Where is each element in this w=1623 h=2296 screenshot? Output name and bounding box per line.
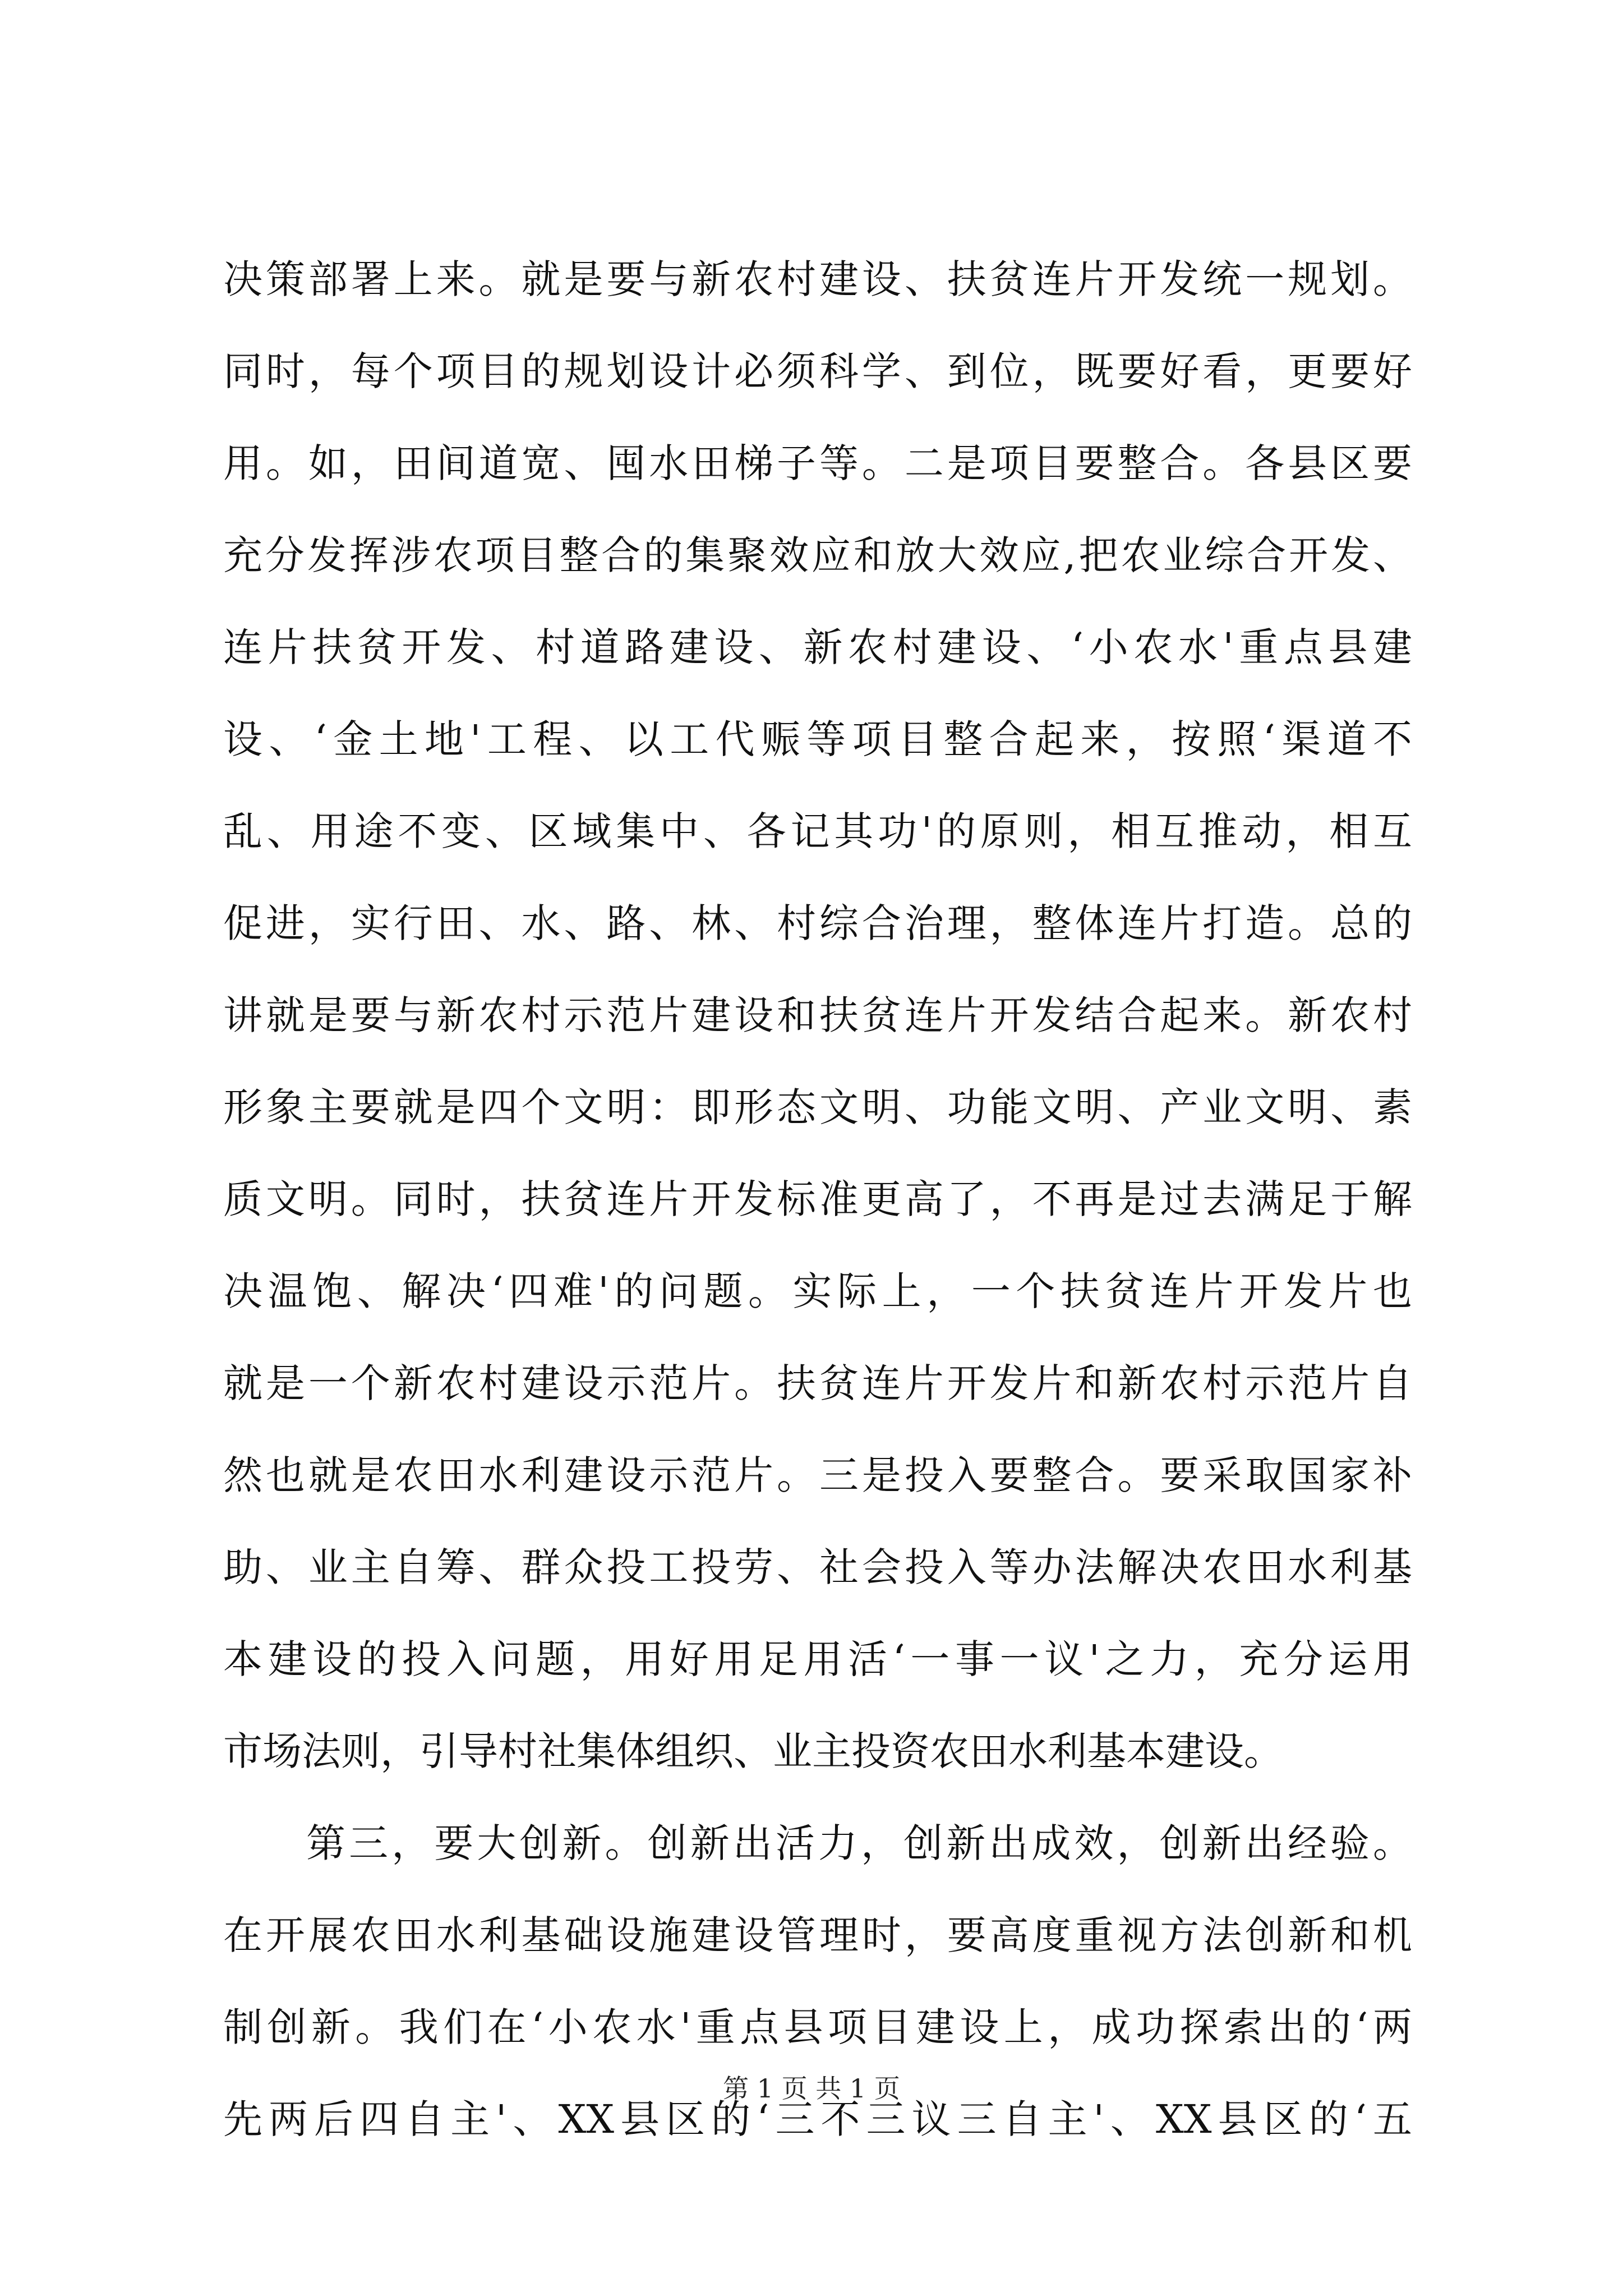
text-line-14: 然也就是农田水利建设示范片。三是投入要整合。要采取国家补 bbox=[223, 1452, 1412, 1498]
text-line-18: 第三，要大创新。创新出活力，创新出成效，创新出经验。 bbox=[306, 1820, 1412, 1866]
text-line-17: 市场法则，引导村社集体组织、业主投资农田水利基本建设。 bbox=[223, 1728, 1283, 1774]
text-line-6: 设、‘金土地'工程、以工代赈等项目整合起来，按照‘渠道不 bbox=[223, 716, 1412, 762]
page-number-footer: 第 1 页 共 1 页 bbox=[723, 2073, 900, 2104]
text-line-12: 决温饱、解决‘四难'的问题。实际上，一个扶贫连片开发片也 bbox=[223, 1268, 1412, 1314]
text-line-16: 本建设的投入问题，用好用足用活‘一事一议'之力，充分运用 bbox=[223, 1636, 1412, 1682]
text-line-10: 形象主要就是四个文明：即形态文明、功能文明、产业文明、素 bbox=[223, 1084, 1412, 1130]
text-line-15: 助、业主自筹、群众投工投劳、社会投入等办法解决农田水利基 bbox=[223, 1544, 1412, 1590]
text-line-9: 讲就是要与新农村示范片建设和扶贫连片开发结合起来。新农村 bbox=[223, 992, 1412, 1038]
text-line-20: 制创新。我们在‘小农水'重点县项目建设上，成功探索出的‘两 bbox=[223, 2004, 1412, 2050]
text-line-2: 同时，每个项目的规划设计必须科学、到位，既要好看，更要好 bbox=[223, 348, 1412, 394]
text-line-7: 乱、用途不变、区域集中、各记其功'的原则，相互推动，相互 bbox=[223, 808, 1412, 854]
text-line-3: 用。如，田间道宽、囤水田梯子等。二是项目要整合。各县区要 bbox=[223, 440, 1412, 486]
text-line-11: 质文明。同时，扶贫连片开发标准更高了，不再是过去满足于解 bbox=[223, 1176, 1412, 1222]
text-line-8: 促进，实行田、水、路、林、村综合治理，整体连片打造。总的 bbox=[223, 900, 1412, 946]
text-line-13: 就是一个新农村建设示范片。扶贫连片开发片和新农村示范片自 bbox=[223, 1360, 1412, 1406]
text-line-21: 先两后四自主'、XX县区的‘三不三议三自主'、XX县区的‘五 bbox=[223, 2096, 1412, 2142]
text-line-1: 决策部署上来。就是要与新农村建设、扶贫连片开发统一规划。 bbox=[223, 256, 1412, 302]
text-line-4: 充分发挥涉农项目整合的集聚效应和放大效应,把农业综合开发、 bbox=[223, 532, 1412, 578]
text-line-19: 在开展农田水利基础设施建设管理时，要高度重视方法创新和机 bbox=[223, 1912, 1412, 1958]
text-line-5: 连片扶贫开发、村道路建设、新农村建设、‘小农水'重点县建 bbox=[223, 624, 1412, 670]
